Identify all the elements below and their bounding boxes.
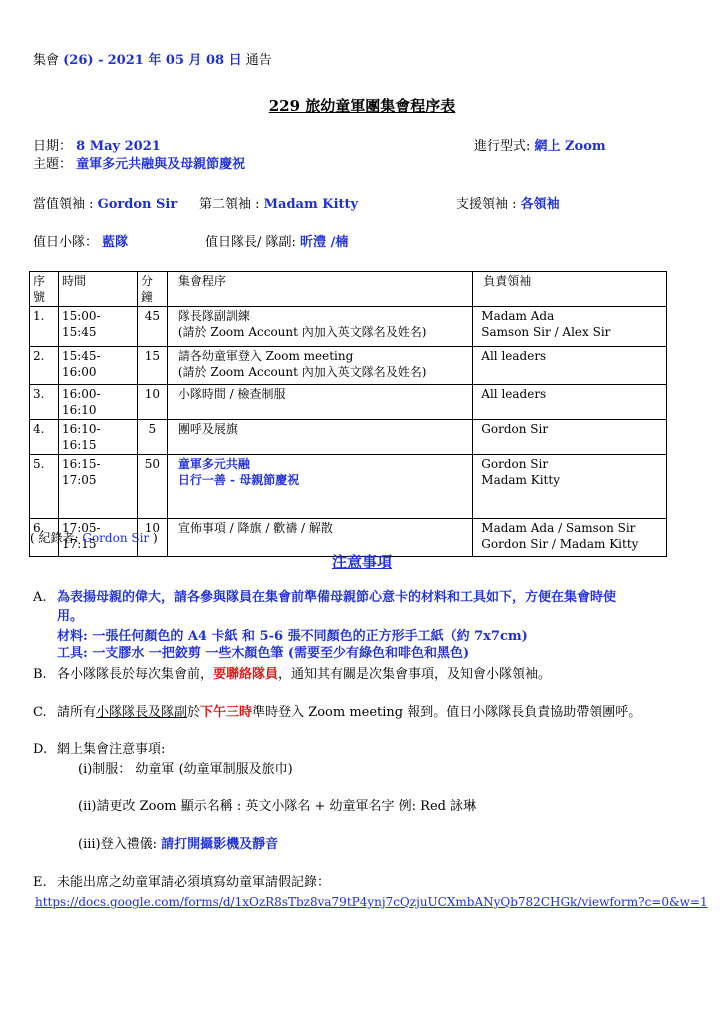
leader-line: Madam Kitty: [481, 473, 560, 487]
duty-six-value: 藍隊: [102, 235, 129, 250]
row-no: 4.: [30, 420, 59, 455]
note-e-label: E.: [33, 875, 47, 890]
header-no: 序號: [30, 272, 59, 307]
recorder-prefix: ( 紀錄者:: [30, 531, 79, 545]
row-time: 17:05-17:15: [58, 519, 137, 557]
row-time: 15:00-15:45: [58, 307, 137, 347]
notice-header: [33, 53, 272, 69]
mode-line: [474, 139, 606, 155]
note-a-line2: 用。: [57, 609, 84, 624]
row-minutes: 10: [137, 385, 167, 420]
note-d-zoom-name: (ii)請更改 Zoom 顯示名稱 : 英文小隊名 + 幼童軍名字 例: Red 詠琳: [78, 799, 477, 814]
program-line: 團呼及展旗: [177, 422, 238, 436]
leader-line: Gordon Sir: [481, 457, 549, 471]
row-leaders: [473, 347, 667, 385]
note-d-label: D.: [33, 742, 48, 757]
date-line: [33, 139, 161, 155]
recorder-line: [30, 531, 158, 546]
table-row: [30, 455, 667, 519]
row-minutes: 50: [137, 455, 167, 519]
note-a-tools: 工具: 一支膠水 一把鉸剪 一些木顏色筆 (需要至少有綠色和啡色和黑色): [57, 646, 470, 661]
row-no: 1.: [30, 307, 59, 347]
leader-line: Gordon Sir / Madam Kitty: [481, 537, 639, 551]
duty-six-line: [33, 235, 128, 251]
row-no: 3.: [30, 385, 59, 420]
row-time: 16:15-17:05: [58, 455, 137, 519]
leader-line: Gordon Sir: [481, 422, 549, 436]
program-line: 宣佈事項 / 降旗 / 歡禱 / 解散: [177, 521, 333, 535]
theme-label: 主題：: [33, 157, 73, 172]
theme-line: [33, 157, 245, 173]
table-row: [30, 385, 667, 420]
row-leaders: [473, 455, 667, 519]
mode-label: 進行型式:: [474, 139, 531, 154]
row-no: 6.: [30, 519, 59, 557]
second-leader-label: 第二領袖 :: [199, 197, 260, 212]
program-line: 請各幼童軍登入 Zoom meeting: [177, 349, 354, 363]
note-c-underline: 小隊隊長及隊副: [96, 705, 188, 720]
note-c-highlight: 下午三時: [200, 705, 253, 720]
row-time: 16:00-16:10: [58, 385, 137, 420]
recorder-suffix: ): [153, 531, 158, 545]
leader-line: All leaders: [481, 349, 547, 363]
note-c-text1: 請所有: [57, 705, 97, 720]
leader-line: Madam Ada: [481, 309, 555, 323]
leader-on-duty-label: 當值領袖 :: [33, 197, 94, 212]
row-leaders: [473, 307, 667, 347]
program-line: 隊長隊副訓練: [177, 309, 250, 323]
program-line: 小隊時間 / 檢查制服: [177, 387, 286, 401]
row-program: [167, 347, 472, 385]
note-a-line1: 為表揚母親的偉大，請各參與隊員在集會前準備母親節心意卡的材料和工具如下，方便在集會時使: [57, 590, 617, 605]
header-minutes: 分鐘: [137, 272, 167, 307]
row-time: 15:45-16:00: [58, 347, 137, 385]
table-row: [30, 420, 667, 455]
table-header-row: [30, 272, 667, 307]
note-d-title: 網上集會注意事項:: [57, 742, 166, 757]
program-line: 童軍多元共融: [177, 457, 250, 471]
header-time: 時間: [58, 272, 137, 307]
row-minutes: 10: [137, 519, 167, 557]
row-leaders: [473, 420, 667, 455]
notes-title: 注意事項: [331, 553, 392, 571]
row-program: [167, 420, 472, 455]
notice-date: 2021 年 05 月 08 日: [107, 53, 242, 68]
duty-six-label: 值日小隊：: [33, 235, 99, 250]
program-line: (請於 Zoom Account 內加入英文隊名及姓名): [177, 325, 427, 339]
row-minutes: 15: [137, 347, 167, 385]
note-c-label: C.: [33, 705, 47, 720]
support-leader-line: [456, 197, 560, 213]
note-e-text: 未能出席之幼童軍請必須填寫幼童軍請假記錄：: [57, 875, 331, 890]
theme-value: 童軍多元共融與及母親節慶祝: [76, 157, 246, 172]
leave-form-link[interactable]: https://docs.google.com/forms/d/1xOzR8sTbz8va79tP4ynj7cQzjuUCXmbANyQb782CHGk/viewform?c=0&w=1: [35, 895, 708, 909]
leader-line: Samson Sir / Alex Sir: [481, 325, 611, 339]
schedule-table: [29, 271, 667, 557]
mode-value: 網上 Zoom: [534, 139, 606, 154]
note-d-uniform: (i)制服： 幼童軍 (幼童軍制服及旅巾): [78, 762, 293, 777]
note-c-text2: 於: [187, 705, 201, 720]
recorder-name: Gordon Sir: [82, 531, 150, 545]
second-leader-value: Madam Kitty: [263, 197, 359, 212]
row-program: [167, 385, 472, 420]
note-b-text2: ，通知其有關是次集會事項，及知會小隊領袖。: [278, 667, 552, 682]
note-b-highlight: 要聯絡隊員: [213, 667, 279, 682]
program-line: 日行一善 - 母親節慶祝: [177, 473, 300, 487]
note-a-label: A.: [33, 590, 47, 605]
note-c-text: [57, 705, 641, 721]
row-time: 16:10-16:15: [58, 420, 137, 455]
row-no: 2.: [30, 347, 59, 385]
notice-number: (26) -: [63, 53, 104, 68]
leader-on-duty-value: Gordon Sir: [97, 197, 178, 212]
note-b-text1: 各小隊隊長於每次集會前，: [57, 667, 214, 682]
header-leaders: 負責領袖: [473, 272, 667, 307]
duty-sixer-line: [205, 235, 348, 251]
duty-sixer-value: 昕澧 /楠: [300, 235, 349, 250]
note-c-text3: 準時登入 Zoom meeting 報到。值日小隊隊長負責協助帶領團呼。: [252, 705, 642, 720]
row-minutes: 45: [137, 307, 167, 347]
note-d-etiquette: [78, 837, 278, 853]
note-b-label: B.: [33, 667, 47, 682]
second-leader-line: [199, 197, 358, 213]
page-title: 229 旅幼童軍團集會程序表: [268, 97, 456, 115]
leader-on-duty-line: [33, 197, 177, 213]
row-leaders: [473, 385, 667, 420]
row-program: [167, 307, 472, 347]
table-row: [30, 307, 667, 347]
row-program: [167, 455, 472, 519]
note-b-text: [57, 667, 551, 683]
support-leader-value: 各領袖: [520, 197, 560, 212]
support-leader-label: 支援領袖 :: [456, 197, 517, 212]
header-program: 集會程序: [167, 272, 472, 307]
row-no: 5.: [30, 455, 59, 519]
row-minutes: 5: [137, 420, 167, 455]
note-d-etiquette-value: 請打開攝影機及靜音: [161, 837, 279, 852]
notice-suffix: 通告: [245, 53, 272, 68]
program-line: (請於 Zoom Account 內加入英文隊名及姓名): [177, 365, 427, 379]
leader-line: Madam Ada / Samson Sir: [481, 521, 636, 535]
table-row: [30, 347, 667, 385]
date-label: 日期：: [33, 139, 73, 154]
leader-line: All leaders: [481, 387, 547, 401]
note-d-etiquette-label: (iii)登入禮儀:: [78, 837, 157, 852]
duty-sixer-label: 值日隊長/ 隊副:: [205, 235, 296, 250]
note-a-materials: 材料: 一張任何顏色的 A4 卡紙 和 5-6 張不同顏色的正方形手工紙（約 7x7cm): [57, 629, 528, 644]
notice-prefix: 集會: [33, 53, 60, 68]
date-value: 8 May 2021: [76, 139, 161, 154]
